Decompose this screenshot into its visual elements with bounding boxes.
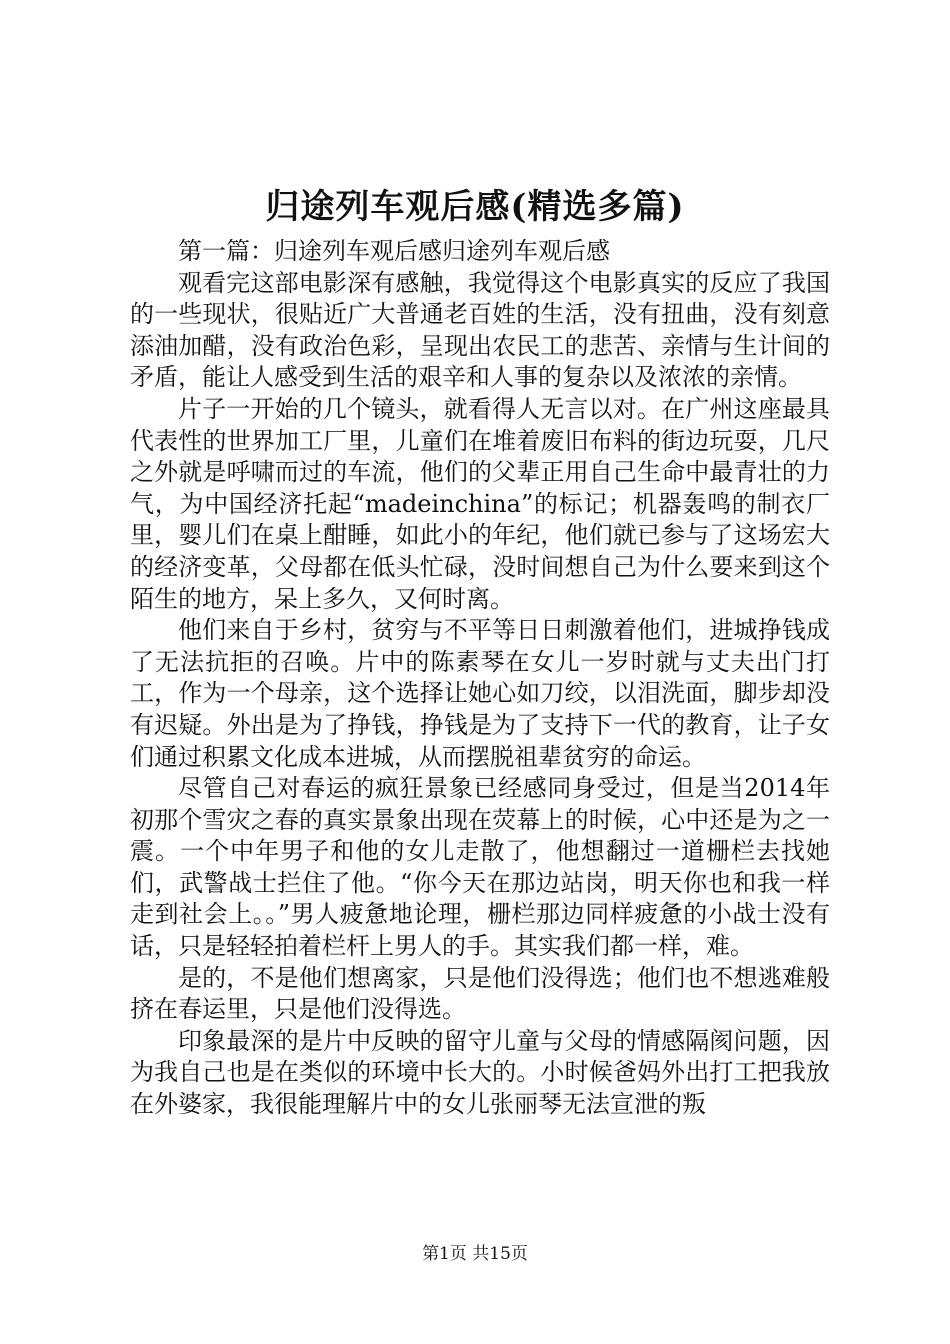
page-footer: 第1页 共15页 [422, 1244, 528, 1264]
paragraph: 尽管自己对春运的疯狂景象已经感同身受过，但是当2014年初那个雪灾之春的真实景象出现在荧幕上的时候，心中还是为之一震。一个中年男子和他的女儿走散了，他想翻过一道栅栏去找她们，武警战士拦住了他。“你今天在那边站岗，明天你也和我一样走到社会上。。”男人疲惫地论理，栅栏那边同样疲惫的小战士没有话，只是轻轻拍着栏杆上男人的手。其实我们都一样，难。 [130, 774, 830, 961]
paragraph: 片子一开始的几个镜头，就看得人无言以对。在广州这座最具代表性的世界加工厂里，儿童们在堆着废旧布料的街边玩耍，几尺之外就是呼啸而过的车流，他们的父辈正用自己生命中最青壮的力气，为中国经济托起“madeinchina”的标记；机器轰鸣的制衣厂里，婴儿们在桌上酣睡，如此小的年纪，他们就已参与了这场宏大的经济变革，父母都在低头忙碌，没时间想自己为什么要来到这个陌生的地方，呆上多久，又何时离。 [130, 394, 830, 613]
paragraph: 他们来自于乡村，贫穷与不平等日日刺激着他们，进城挣钱成了无法抗拒的召唤。片中的陈素琴在女儿一岁时就与丈夫出门打工，作为一个母亲，这个选择让她心如刀绞，以泪洗面，脚步却没有迟疑。外出是为了挣钱，挣钱是为了支持下一代的教育，让子女们通过积累文化成本进城，从而摆脱祖辈贫穷的命运。 [130, 616, 830, 771]
document-body [130, 236, 830, 1121]
paragraph: 是的，不是他们想离家，只是他们没得选；他们也不想逃难般挤在春运里，只是他们没得选。 [130, 963, 830, 1024]
paragraph: 印象最深的是片中反映的留守儿童与父母的情感隔阂问题，因为我自己也是在类似的环境中长大的。小时候爸妈外出打工把我放在外婆家，我很能理解片中的女儿张丽琴无法宣泄的叛 [130, 1026, 830, 1119]
document-title: 归途列车观后感(精选多篇) [265, 187, 685, 227]
paragraph: 第一篇：归途列车观后感归途列车观后感 [178, 237, 610, 265]
paragraph: 观看完这部电影深有感触，我觉得这个电影真实的反应了我国的一些现状，很贴近广大普通老百姓的生活，没有扭曲，没有刻意添油加醋，没有政治色彩，呈现出农民工的悲苦、亲情与生计间的矛盾，能让人感受到生活的艰辛和人事的复杂以及浓浓的亲情。 [130, 268, 830, 392]
